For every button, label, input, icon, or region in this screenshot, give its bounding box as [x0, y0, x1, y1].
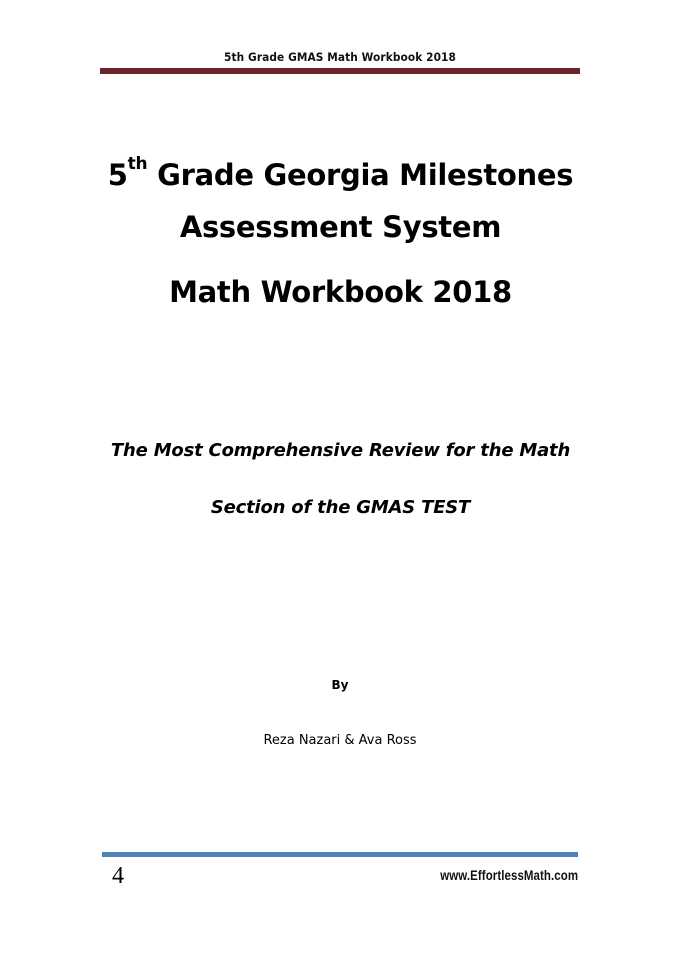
- title-line-2: Assessment System: [179, 210, 502, 244]
- title-line-1: [60, 154, 621, 192]
- title-line-1-text: Grade Georgia Milestones: [147, 158, 574, 192]
- page-number: 4: [112, 863, 124, 889]
- ordinal-superscript: th: [127, 154, 148, 174]
- header-rule: [100, 68, 580, 74]
- title-line-3: Math Workbook 2018: [169, 275, 512, 309]
- subtitle-line-2: Section of the GMAS TEST: [210, 497, 471, 518]
- authors: Reza Nazari & Ava Ross: [263, 733, 417, 748]
- by-label: By: [331, 678, 349, 692]
- website-link[interactable]: www.EffortlessMath.com: [440, 867, 578, 883]
- footer-rule: [102, 852, 578, 857]
- grade-number: 5: [107, 158, 128, 192]
- subtitle-line-1: The Most Comprehensive Review for the Math: [110, 440, 571, 461]
- running-header-title: 5th Grade GMAS Math Workbook 2018: [224, 50, 456, 64]
